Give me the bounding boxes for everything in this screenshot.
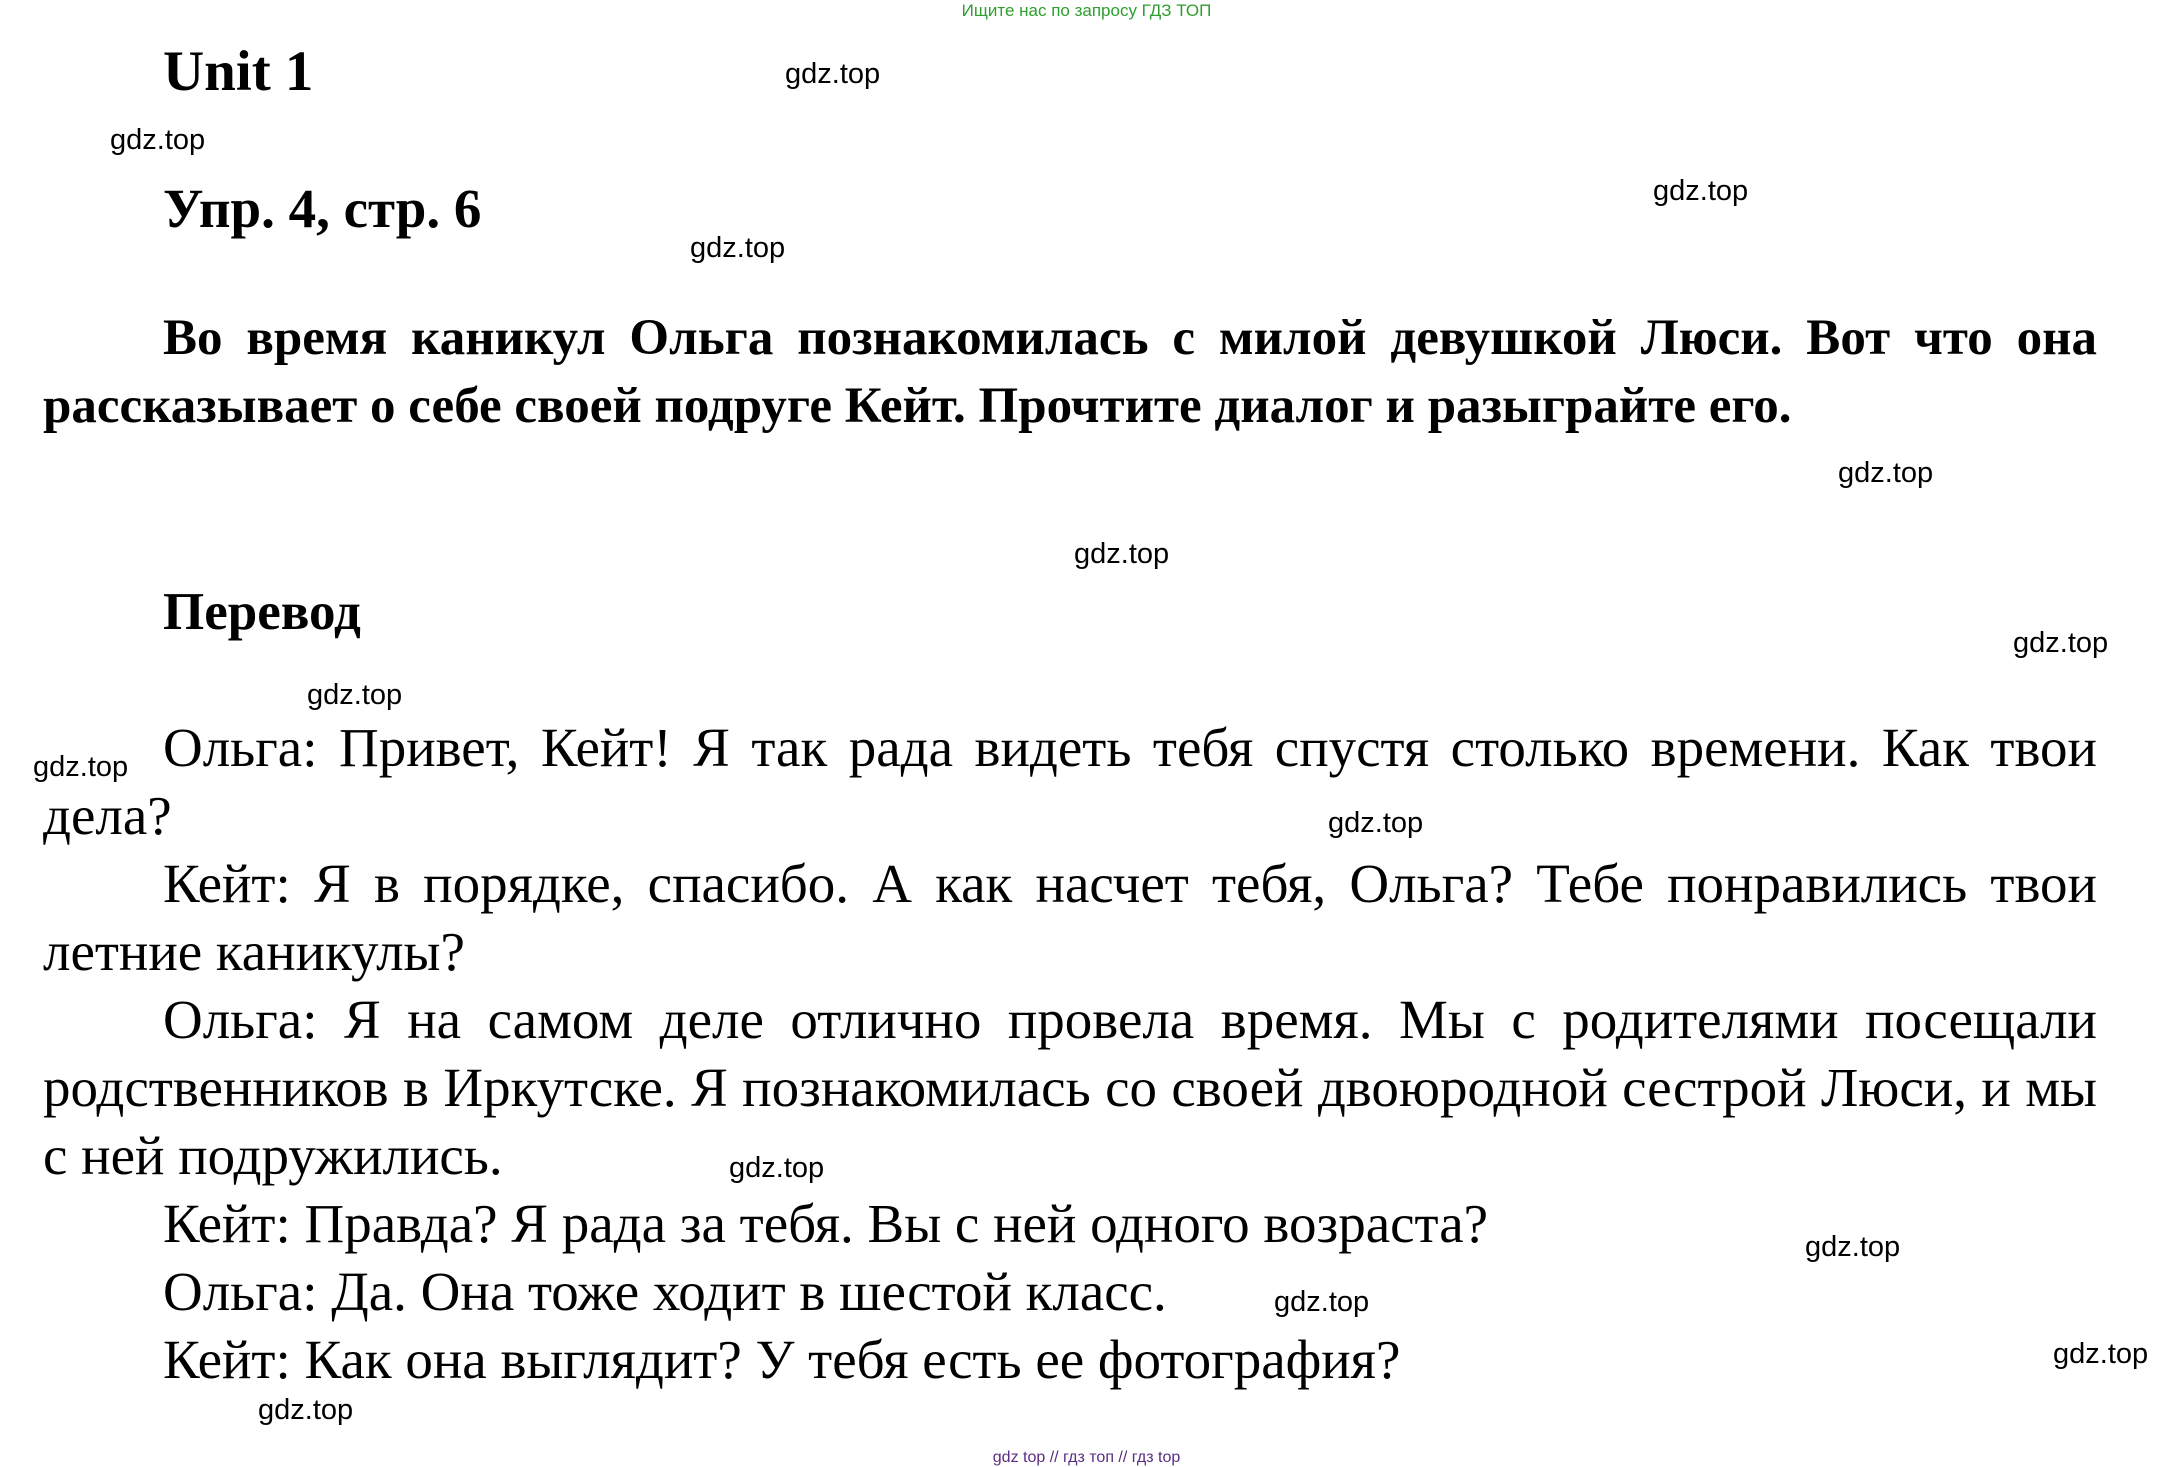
dialog-line: Ольга: Да. Она тоже ходит в шестой класс. [163, 1261, 1167, 1322]
section-heading: Перевод [163, 583, 361, 641]
watermark: gdz.top [33, 751, 129, 783]
unit-title: Unit 1 [163, 40, 314, 103]
watermark: gdz.top [1074, 538, 1170, 570]
top-banner: Ищите нас по запросу ГДЗ ТОП [961, 1, 1212, 20]
dialog-line: Ольга: Я на самом деле отлично провела время. Мы с родителями посещали родственников в Иркутске. Я познакомилась со своей двоюродной сестрой Люси, и мы с ней подружились. [43, 989, 2097, 1186]
watermark: gdz.top [1274, 1286, 1370, 1318]
watermark: gdz.top [110, 124, 206, 156]
watermark: gdz.top [1653, 175, 1749, 207]
watermark: gdz.top [307, 679, 403, 711]
watermark: gdz.top [2013, 627, 2109, 659]
exercise-title: Упр. 4, стр. 6 [163, 178, 482, 239]
dialog [43, 714, 2097, 1394]
dialog-line: Ольга: Привет, Кейт! Я так рада видеть тебя спустя столько времени. Как твои дела? [43, 717, 2097, 846]
dialog-line: Кейт: Правда? Я рада за тебя. Вы с ней одного возраста? [163, 1193, 1489, 1254]
watermark: gdz.top [690, 232, 786, 264]
watermark: gdz.top [785, 58, 881, 90]
dialog-line: Кейт: Как она выглядит? У тебя есть ее фотография? [163, 1329, 1401, 1390]
watermark: gdz.top [1328, 807, 1424, 839]
footer: gdz top // гдз топ // гдз top [992, 1449, 1181, 1466]
watermark: gdz.top [1838, 457, 1934, 489]
watermark: gdz.top [2053, 1338, 2149, 1370]
dialog-line: Кейт: Я в порядке, спасибо. А как насчет тебя, Ольга? Тебе понравились твои летние каникулы? [43, 853, 2097, 982]
watermark: gdz.top [258, 1394, 354, 1426]
watermark: gdz.top [1805, 1231, 1901, 1263]
task-text: Во время каникул Ольга познакомилась с милой девушкой Люси. Вот что она рассказывает о себе своей подруге Кейт. Прочтите диалог и разыграйте его. [43, 310, 2097, 434]
watermark: gdz.top [729, 1152, 825, 1184]
